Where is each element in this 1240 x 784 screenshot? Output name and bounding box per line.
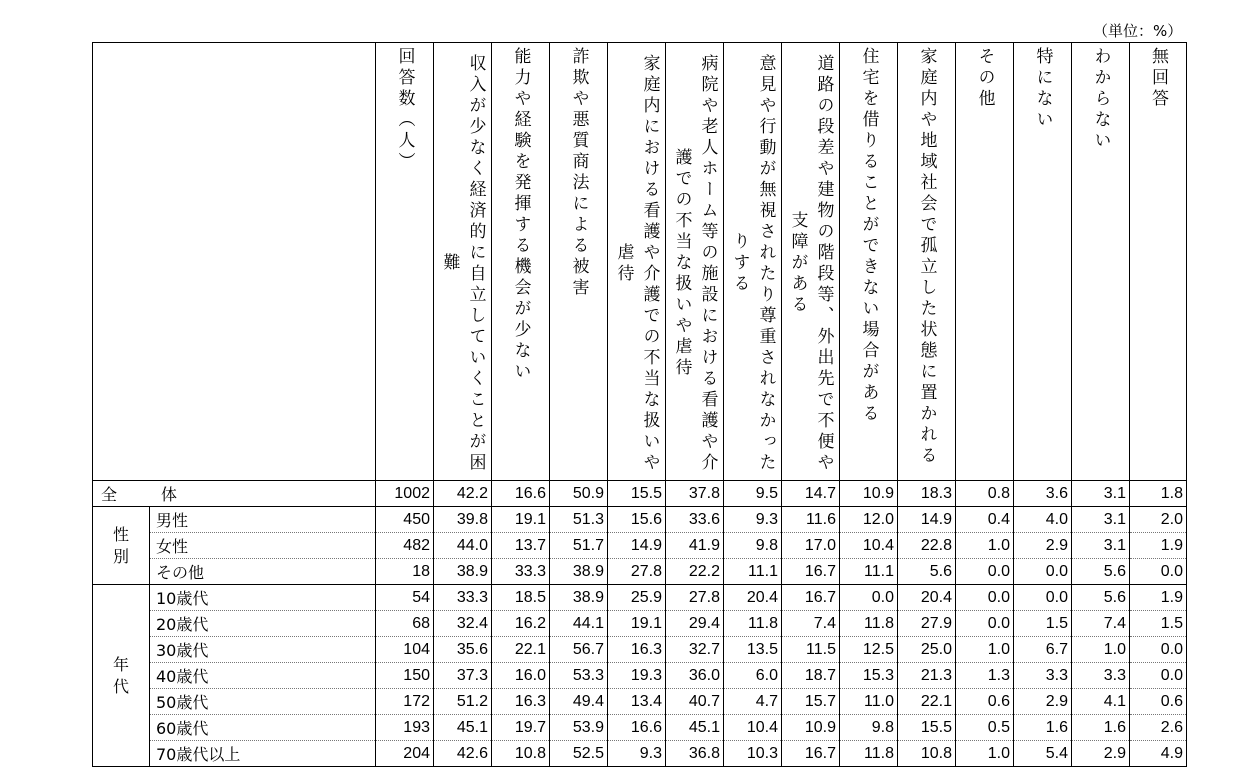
percentage-cell: 53.3 <box>550 663 608 689</box>
percentage-cell: 32.4 <box>434 611 492 637</box>
table-row <box>93 741 1187 767</box>
row-label: その他 <box>150 559 376 585</box>
table-row <box>93 585 1187 611</box>
percentage-cell: 1.3 <box>956 663 1014 689</box>
row-label: 男性 <box>150 507 376 533</box>
percentage-cell: 0.0 <box>1014 559 1072 585</box>
percentage-cell: 11.8 <box>724 611 782 637</box>
percentage-cell: 16.7 <box>782 585 840 611</box>
percentage-cell: 0.0 <box>956 585 1014 611</box>
percentage-cell: 18.5 <box>492 585 550 611</box>
percentage-cell: 0.6 <box>956 689 1014 715</box>
percentage-cell: 12.5 <box>840 637 898 663</box>
percentage-cell: 18.7 <box>782 663 840 689</box>
percentage-cell: 2.9 <box>1014 689 1072 715</box>
percentage-cell: 15.7 <box>782 689 840 715</box>
percentage-cell: 37.8 <box>666 481 724 507</box>
column-header-label: わからない <box>1090 47 1111 152</box>
percentage-cell: 9.8 <box>724 533 782 559</box>
column-header-label: 収入が少なく経済的に自立していくことが困難 <box>439 53 486 474</box>
percentage-cell: 51.3 <box>550 507 608 533</box>
percentage-cell: 36.8 <box>666 741 724 767</box>
percentage-cell: 11.0 <box>840 689 898 715</box>
row-label: 60歳代 <box>150 715 376 741</box>
respondent-count-cell: 482 <box>376 533 434 559</box>
column-header <box>782 43 840 481</box>
percentage-cell: 33.3 <box>434 585 492 611</box>
percentage-cell: 9.3 <box>608 741 666 767</box>
percentage-cell: 19.7 <box>492 715 550 741</box>
percentage-cell: 49.4 <box>550 689 608 715</box>
percentage-cell: 22.1 <box>492 637 550 663</box>
respondent-count-cell: 54 <box>376 585 434 611</box>
percentage-cell: 15.6 <box>608 507 666 533</box>
row-group-text: 性別 <box>112 524 129 566</box>
column-header-label: 家庭内や地域社会で孤立した状態に置かれる <box>916 47 937 467</box>
percentage-cell: 5.6 <box>898 559 956 585</box>
column-header <box>724 43 782 481</box>
percentage-cell: 12.0 <box>840 507 898 533</box>
table-row <box>93 611 1187 637</box>
column-header <box>1014 43 1072 481</box>
percentage-cell: 0.0 <box>956 559 1014 585</box>
percentage-cell: 3.6 <box>1014 481 1072 507</box>
percentage-cell: 5.6 <box>1072 585 1130 611</box>
percentage-cell: 0.8 <box>956 481 1014 507</box>
percentage-cell: 11.1 <box>840 559 898 585</box>
percentage-cell: 1.0 <box>956 637 1014 663</box>
table-row <box>93 663 1187 689</box>
respondent-count-cell: 172 <box>376 689 434 715</box>
column-header-label: 回答数（人） <box>394 47 415 173</box>
percentage-cell: 56.7 <box>550 637 608 663</box>
percentage-cell: 44.1 <box>550 611 608 637</box>
column-header-label: 住宅を借りることができない場合がある <box>858 47 879 425</box>
percentage-cell: 1.5 <box>1014 611 1072 637</box>
percentage-cell: 16.6 <box>492 481 550 507</box>
percentage-cell: 15.3 <box>840 663 898 689</box>
survey-table <box>92 42 1187 767</box>
percentage-cell: 10.8 <box>898 741 956 767</box>
column-header-label: 無回答 <box>1148 47 1168 110</box>
column-header <box>434 43 492 481</box>
percentage-cell: 1.9 <box>1130 533 1187 559</box>
respondent-count-cell: 193 <box>376 715 434 741</box>
row-label: 50歳代 <box>150 689 376 715</box>
percentage-cell: 3.1 <box>1072 507 1130 533</box>
percentage-cell: 16.2 <box>492 611 550 637</box>
respondent-count-cell: 1002 <box>376 481 434 507</box>
percentage-cell: 1.0 <box>956 533 1014 559</box>
percentage-cell: 7.4 <box>782 611 840 637</box>
percentage-cell: 6.7 <box>1014 637 1072 663</box>
percentage-cell: 19.3 <box>608 663 666 689</box>
percentage-cell: 3.3 <box>1014 663 1072 689</box>
percentage-cell: 10.9 <box>782 715 840 741</box>
column-header <box>1130 43 1187 481</box>
percentage-cell: 53.9 <box>550 715 608 741</box>
percentage-cell: 15.5 <box>898 715 956 741</box>
percentage-cell: 0.0 <box>1130 663 1187 689</box>
column-header-label: 特にない <box>1032 47 1053 131</box>
percentage-cell: 5.4 <box>1014 741 1072 767</box>
percentage-cell: 42.2 <box>434 481 492 507</box>
percentage-cell: 0.5 <box>956 715 1014 741</box>
table-body <box>93 481 1187 767</box>
percentage-cell: 0.0 <box>1014 585 1072 611</box>
percentage-cell: 2.0 <box>1130 507 1187 533</box>
percentage-cell: 3.3 <box>1072 663 1130 689</box>
percentage-cell: 45.1 <box>666 715 724 741</box>
percentage-cell: 21.3 <box>898 663 956 689</box>
percentage-cell: 27.8 <box>608 559 666 585</box>
percentage-cell: 20.4 <box>724 585 782 611</box>
percentage-cell: 10.4 <box>840 533 898 559</box>
unit-label: （単位：%） <box>1093 22 1183 40</box>
column-header-label: 能力や経験を発揮する機会が少ない <box>510 47 531 383</box>
percentage-cell: 51.7 <box>550 533 608 559</box>
percentage-cell: 16.7 <box>782 741 840 767</box>
column-header <box>666 43 724 481</box>
percentage-cell: 16.6 <box>608 715 666 741</box>
percentage-cell: 0.6 <box>1130 689 1187 715</box>
percentage-cell: 33.3 <box>492 559 550 585</box>
percentage-cell: 9.5 <box>724 481 782 507</box>
table-row <box>93 715 1187 741</box>
respondent-count-cell: 68 <box>376 611 434 637</box>
row-label: 30歳代 <box>150 637 376 663</box>
table-row <box>93 637 1187 663</box>
percentage-cell: 41.9 <box>666 533 724 559</box>
respondent-count-cell: 450 <box>376 507 434 533</box>
percentage-cell: 1.9 <box>1130 585 1187 611</box>
percentage-cell: 20.4 <box>898 585 956 611</box>
percentage-cell: 18.3 <box>898 481 956 507</box>
table-row <box>93 559 1187 585</box>
percentage-cell: 16.7 <box>782 559 840 585</box>
percentage-cell: 38.9 <box>550 559 608 585</box>
column-header <box>608 43 666 481</box>
percentage-cell: 29.4 <box>666 611 724 637</box>
percentage-cell: 38.9 <box>550 585 608 611</box>
column-header-label: 家庭内における看護や介護での不当な扱いや虐待 <box>613 53 660 474</box>
percentage-cell: 37.3 <box>434 663 492 689</box>
percentage-cell: 27.8 <box>666 585 724 611</box>
percentage-cell: 22.1 <box>898 689 956 715</box>
percentage-cell: 50.9 <box>550 481 608 507</box>
percentage-cell: 1.8 <box>1130 481 1187 507</box>
row-label: 70歳代以上 <box>150 741 376 767</box>
percentage-cell: 10.3 <box>724 741 782 767</box>
percentage-cell: 14.9 <box>898 507 956 533</box>
column-header <box>956 43 1014 481</box>
percentage-cell: 40.7 <box>666 689 724 715</box>
column-header <box>550 43 608 481</box>
percentage-cell: 11.1 <box>724 559 782 585</box>
percentage-cell: 0.0 <box>1130 559 1187 585</box>
percentage-cell: 16.0 <box>492 663 550 689</box>
table-row <box>93 507 1187 533</box>
percentage-cell: 16.3 <box>492 689 550 715</box>
percentage-cell: 14.9 <box>608 533 666 559</box>
percentage-cell: 0.0 <box>1130 637 1187 663</box>
column-header-label: その他 <box>974 47 995 110</box>
percentage-cell: 25.0 <box>898 637 956 663</box>
percentage-cell: 16.3 <box>608 637 666 663</box>
respondent-count-cell: 204 <box>376 741 434 767</box>
percentage-cell: 0.4 <box>956 507 1014 533</box>
percentage-cell: 1.6 <box>1014 715 1072 741</box>
percentage-cell: 2.6 <box>1130 715 1187 741</box>
corner-cell <box>93 43 376 481</box>
respondent-count-cell: 104 <box>376 637 434 663</box>
column-header-label: 病院や老人ホーム等の施設における看護や介護での不当な扱いや虐待 <box>671 53 718 474</box>
table-row <box>93 533 1187 559</box>
percentage-cell: 11.8 <box>840 611 898 637</box>
percentage-cell: 32.7 <box>666 637 724 663</box>
percentage-cell: 9.8 <box>840 715 898 741</box>
percentage-cell: 1.5 <box>1130 611 1187 637</box>
percentage-cell: 13.7 <box>492 533 550 559</box>
percentage-cell: 42.6 <box>434 741 492 767</box>
percentage-cell: 6.0 <box>724 663 782 689</box>
percentage-cell: 5.6 <box>1072 559 1130 585</box>
row-group-text: 年代 <box>112 654 129 696</box>
percentage-cell: 9.3 <box>724 507 782 533</box>
table-row <box>93 481 1187 507</box>
column-header <box>840 43 898 481</box>
percentage-cell: 13.5 <box>724 637 782 663</box>
percentage-cell: 4.1 <box>1072 689 1130 715</box>
column-header <box>492 43 550 481</box>
column-header-label: 道路の段差や建物の階段等、外出先で不便や支障がある <box>787 53 834 474</box>
percentage-cell: 11.5 <box>782 637 840 663</box>
percentage-cell: 19.1 <box>492 507 550 533</box>
column-header-label: 詐欺や悪質商法による被害 <box>568 47 589 299</box>
percentage-cell: 39.8 <box>434 507 492 533</box>
percentage-cell: 36.0 <box>666 663 724 689</box>
percentage-cell: 1.6 <box>1072 715 1130 741</box>
respondent-count-cell: 18 <box>376 559 434 585</box>
header-row <box>93 43 1187 481</box>
percentage-cell: 2.9 <box>1072 741 1130 767</box>
percentage-cell: 33.6 <box>666 507 724 533</box>
percentage-cell: 15.5 <box>608 481 666 507</box>
percentage-cell: 35.6 <box>434 637 492 663</box>
percentage-cell: 52.5 <box>550 741 608 767</box>
percentage-cell: 0.0 <box>840 585 898 611</box>
percentage-cell: 45.1 <box>434 715 492 741</box>
percentage-cell: 25.9 <box>608 585 666 611</box>
percentage-cell: 10.9 <box>840 481 898 507</box>
row-group-label <box>93 585 150 767</box>
percentage-cell: 10.4 <box>724 715 782 741</box>
percentage-cell: 44.0 <box>434 533 492 559</box>
percentage-cell: 4.9 <box>1130 741 1187 767</box>
percentage-cell: 11.6 <box>782 507 840 533</box>
row-group-label <box>93 507 150 585</box>
percentage-cell: 4.0 <box>1014 507 1072 533</box>
percentage-cell: 17.0 <box>782 533 840 559</box>
percentage-cell: 1.0 <box>1072 637 1130 663</box>
percentage-cell: 3.1 <box>1072 533 1130 559</box>
column-header <box>898 43 956 481</box>
percentage-cell: 22.8 <box>898 533 956 559</box>
row-label: 10歳代 <box>150 585 376 611</box>
percentage-cell: 7.4 <box>1072 611 1130 637</box>
percentage-cell: 1.0 <box>956 741 1014 767</box>
percentage-cell: 0.0 <box>956 611 1014 637</box>
row-label: 40歳代 <box>150 663 376 689</box>
percentage-cell: 19.1 <box>608 611 666 637</box>
percentage-cell: 4.7 <box>724 689 782 715</box>
column-header <box>376 43 434 481</box>
row-label: 全 体 <box>93 481 376 507</box>
percentage-cell: 51.2 <box>434 689 492 715</box>
percentage-cell: 22.2 <box>666 559 724 585</box>
respondent-count-cell: 150 <box>376 663 434 689</box>
percentage-cell: 2.9 <box>1014 533 1072 559</box>
row-label: 20歳代 <box>150 611 376 637</box>
percentage-cell: 11.8 <box>840 741 898 767</box>
percentage-cell: 3.1 <box>1072 481 1130 507</box>
column-header <box>1072 43 1130 481</box>
row-label: 女性 <box>150 533 376 559</box>
column-header-label: 意見や行動が無視されたり尊重されなかったりする <box>729 53 776 474</box>
table-row <box>93 689 1187 715</box>
percentage-cell: 38.9 <box>434 559 492 585</box>
percentage-cell: 10.8 <box>492 741 550 767</box>
percentage-cell: 13.4 <box>608 689 666 715</box>
percentage-cell: 14.7 <box>782 481 840 507</box>
percentage-cell: 27.9 <box>898 611 956 637</box>
